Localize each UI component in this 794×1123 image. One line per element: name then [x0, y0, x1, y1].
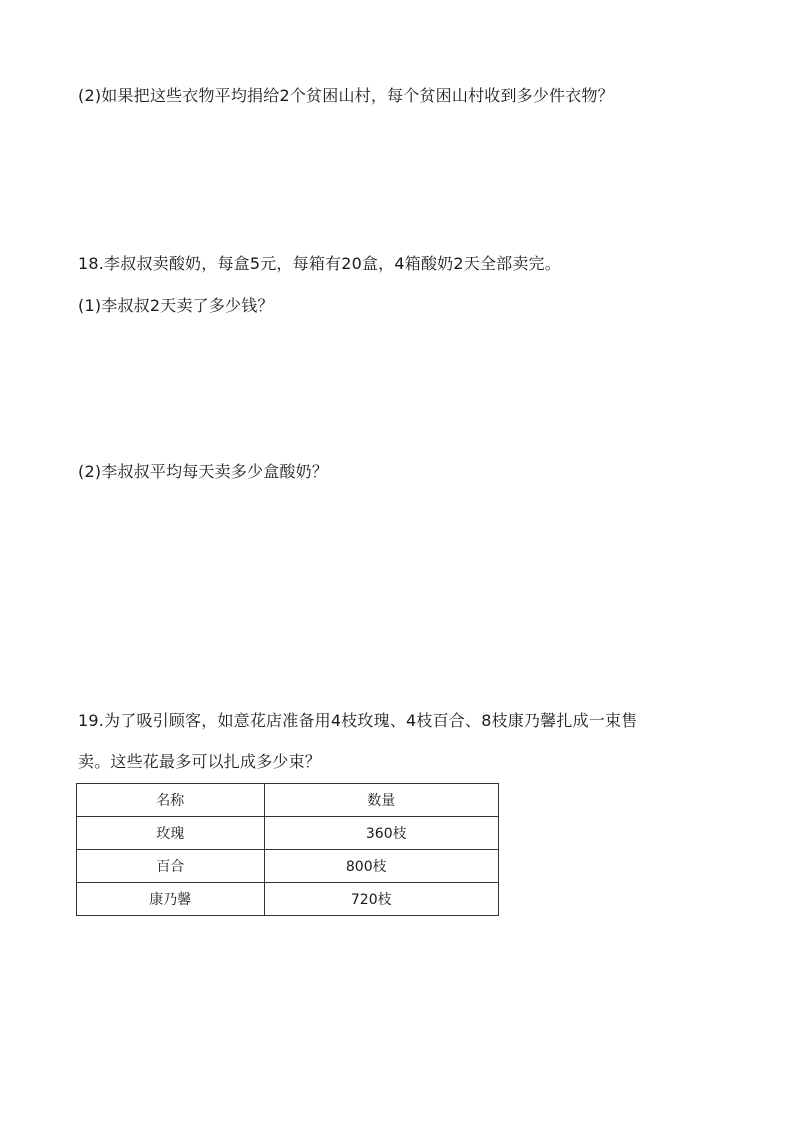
- header-quantity: 数量: [264, 784, 498, 817]
- table-row: [77, 817, 499, 850]
- row-carnation-name: 康乃馨: [77, 883, 265, 916]
- q18-stem: 18.李叔叔卖酸奶，每盒5元，每箱有20盒，4箱酸奶2天全部卖完。: [78, 254, 561, 273]
- table-row: [77, 850, 499, 883]
- q18-part1: (1)李叔叔2天卖了多少钱？: [78, 296, 274, 315]
- row-carnation-qty: 720枝: [350, 892, 392, 908]
- q18-part2: (2)李叔叔平均每天卖多少盒酸奶？: [78, 462, 329, 481]
- header-name: 名称: [77, 784, 265, 817]
- q17-part2: (2)如果把这些衣物平均捐给2个贫困山村，每个贫困山村收到多少件衣物？: [78, 86, 614, 105]
- table-header-row: [77, 784, 499, 817]
- q19-stem-line2: 卖。这些花最多可以扎成多少束？: [78, 752, 322, 771]
- table-row: [77, 883, 499, 916]
- row-lily-name: 百合: [77, 850, 265, 883]
- row-rose-qty: 360枝: [365, 826, 407, 842]
- q19-stem-line1: 19.为了吸引顾客，如意花店准备用4枝玫瑰、4枝百合、8枝康乃馨扎成一束售: [78, 711, 638, 730]
- row-lily-qty: 800枝: [345, 859, 387, 875]
- flower-table: [76, 783, 499, 916]
- row-rose-name: 玫瑰: [77, 817, 265, 850]
